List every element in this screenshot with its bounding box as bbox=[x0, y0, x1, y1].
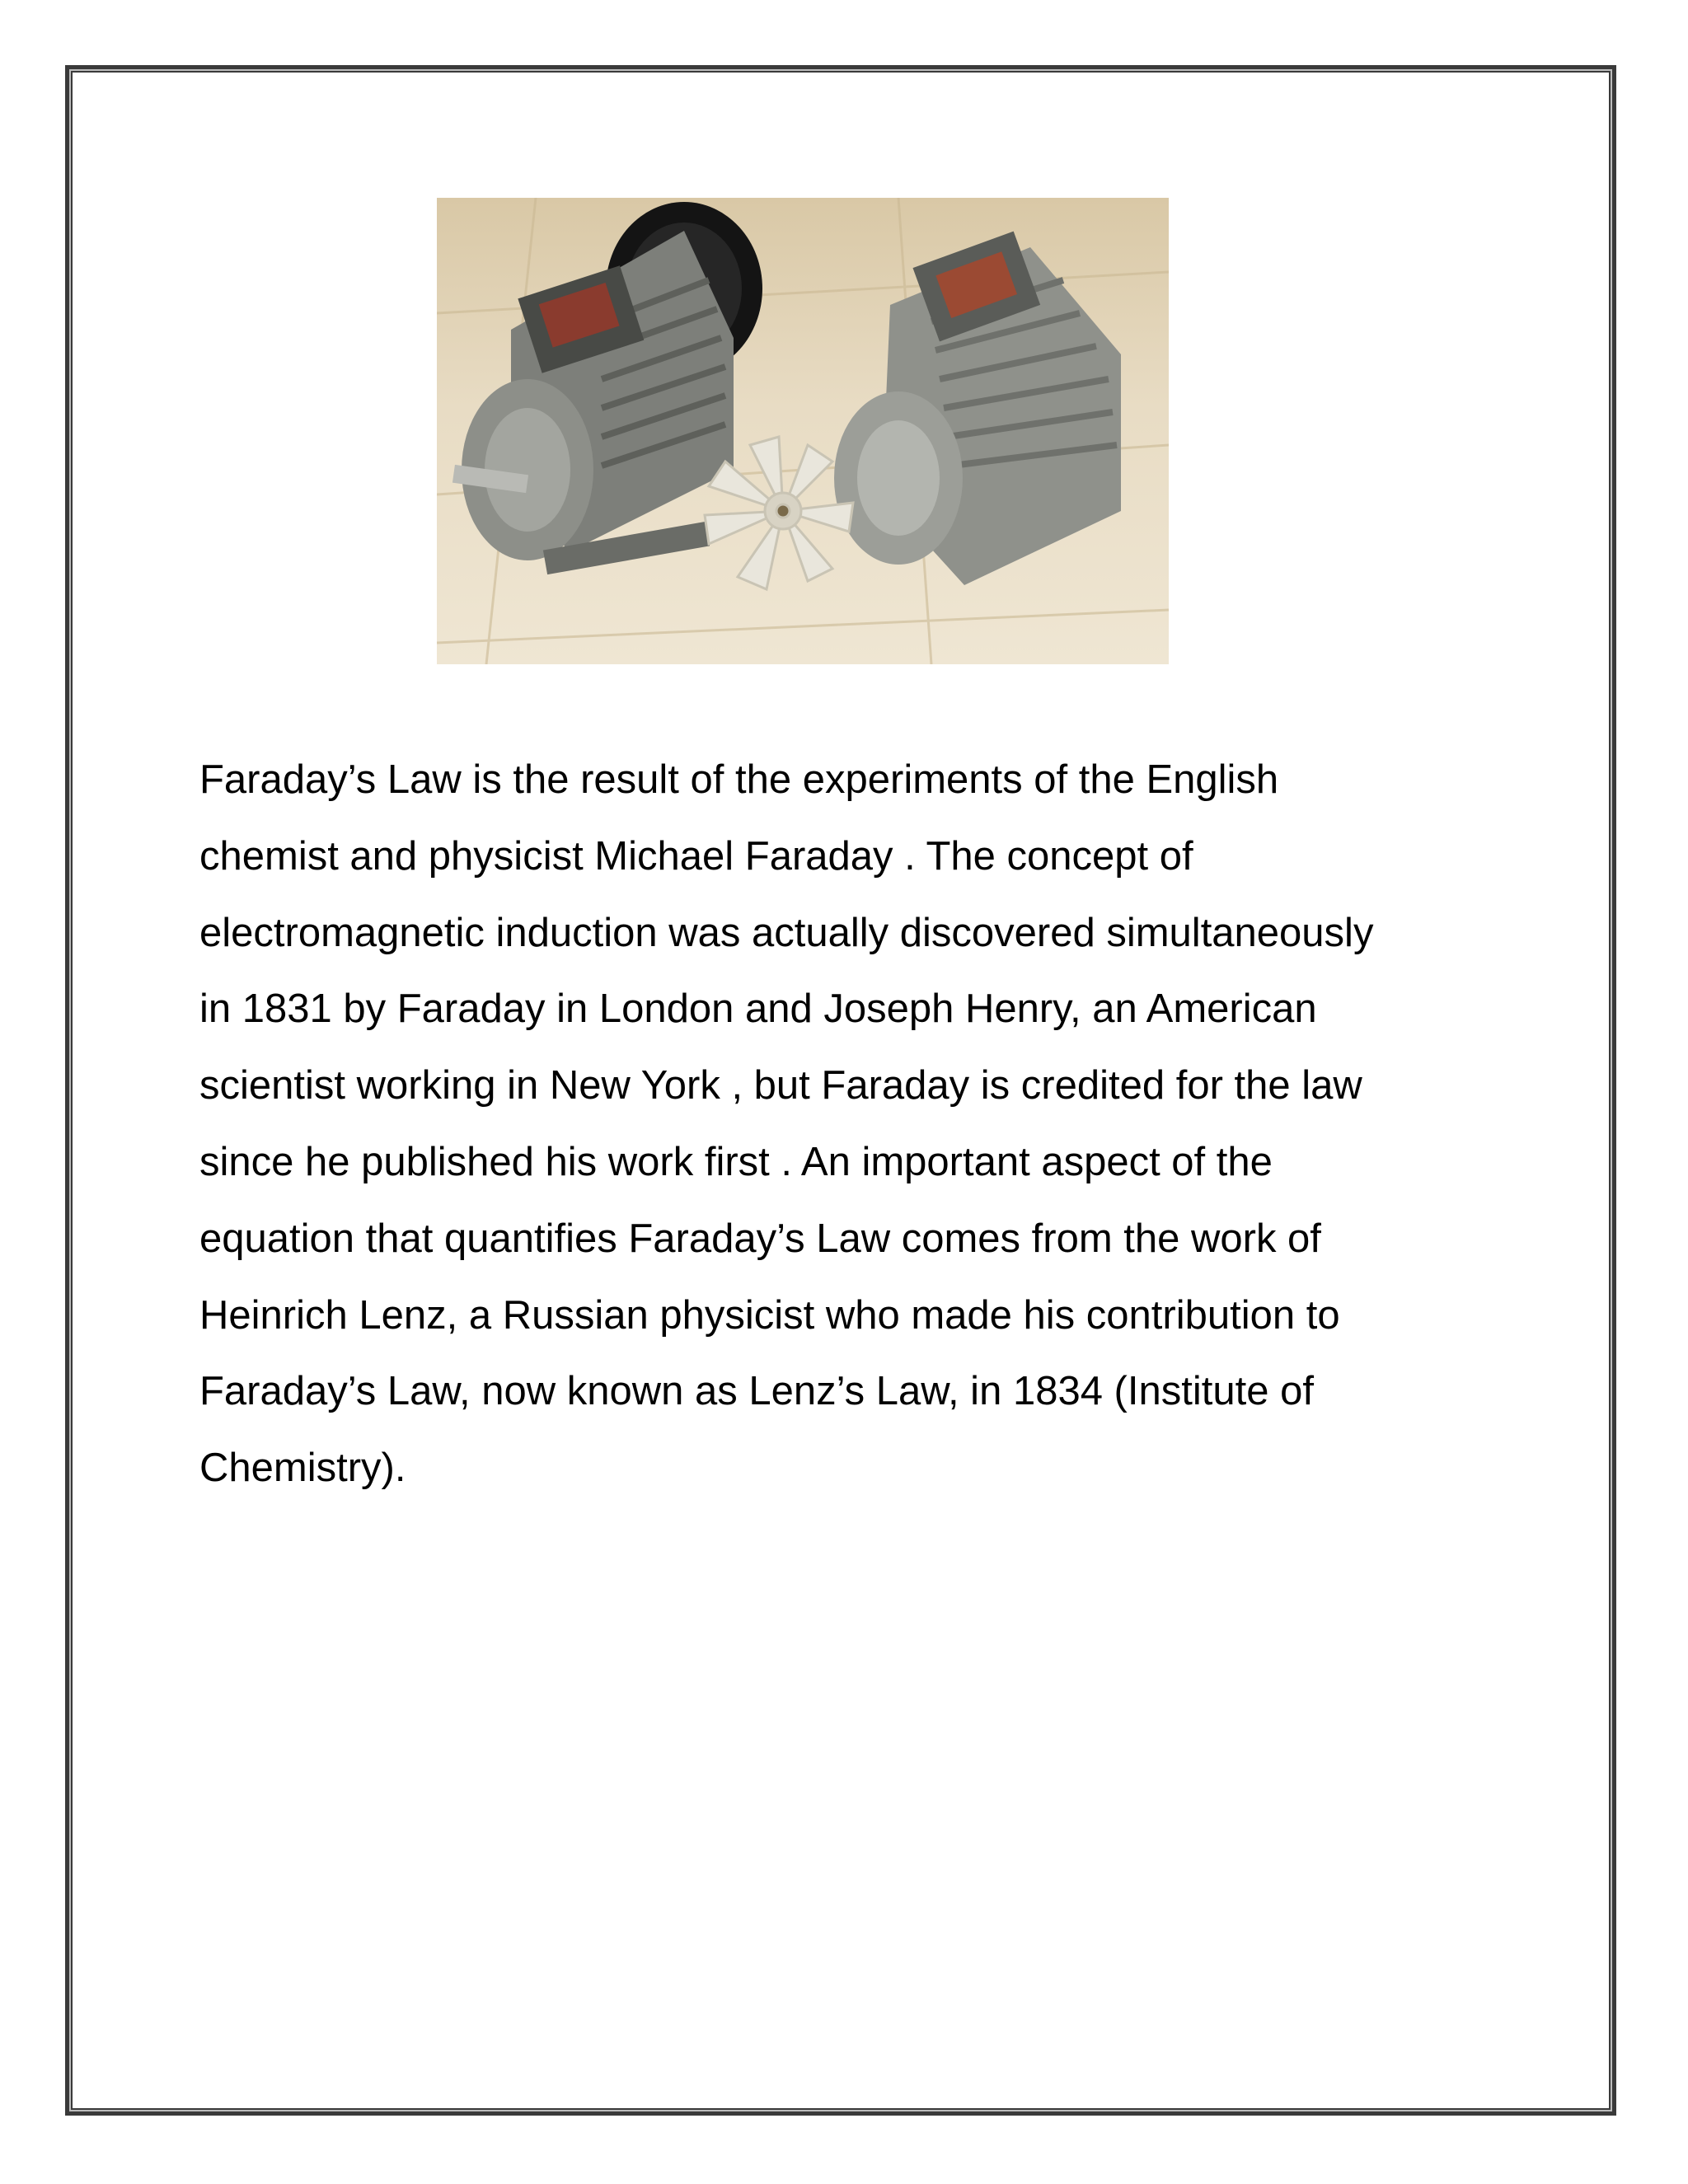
paragraph-line: equation that quantifies Faraday’s Law comes from the work of bbox=[199, 1216, 1321, 1261]
body-paragraph bbox=[199, 742, 1518, 1507]
paragraph-line: Faraday’s Law, now known as Lenz’s Law, in 1834 (Institute of bbox=[199, 1369, 1314, 1414]
paragraph-line: chemist and physicist Michael Faraday . The concept of bbox=[199, 833, 1193, 879]
paragraph-line: electromagnetic induction was actually discovered simultaneously bbox=[199, 910, 1374, 955]
paragraph-line: since he published his work first . An important aspect of the bbox=[199, 1139, 1273, 1184]
electric-motors-photo bbox=[437, 198, 1169, 664]
paragraph-line: Faraday’s Law is the result of the experiments of the English bbox=[199, 757, 1279, 802]
electric-motors-illustration bbox=[437, 198, 1169, 664]
paragraph-line: scientist working in New York , but Faraday is credited for the law bbox=[199, 1063, 1362, 1108]
paragraph-line: Chemistry). bbox=[199, 1446, 406, 1491]
paragraph-line: Heinrich Lenz, a Russian physicist who made his contribution to bbox=[199, 1292, 1340, 1338]
paragraph-line: in 1831 by Faraday in London and Joseph Henry, an American bbox=[199, 987, 1317, 1032]
